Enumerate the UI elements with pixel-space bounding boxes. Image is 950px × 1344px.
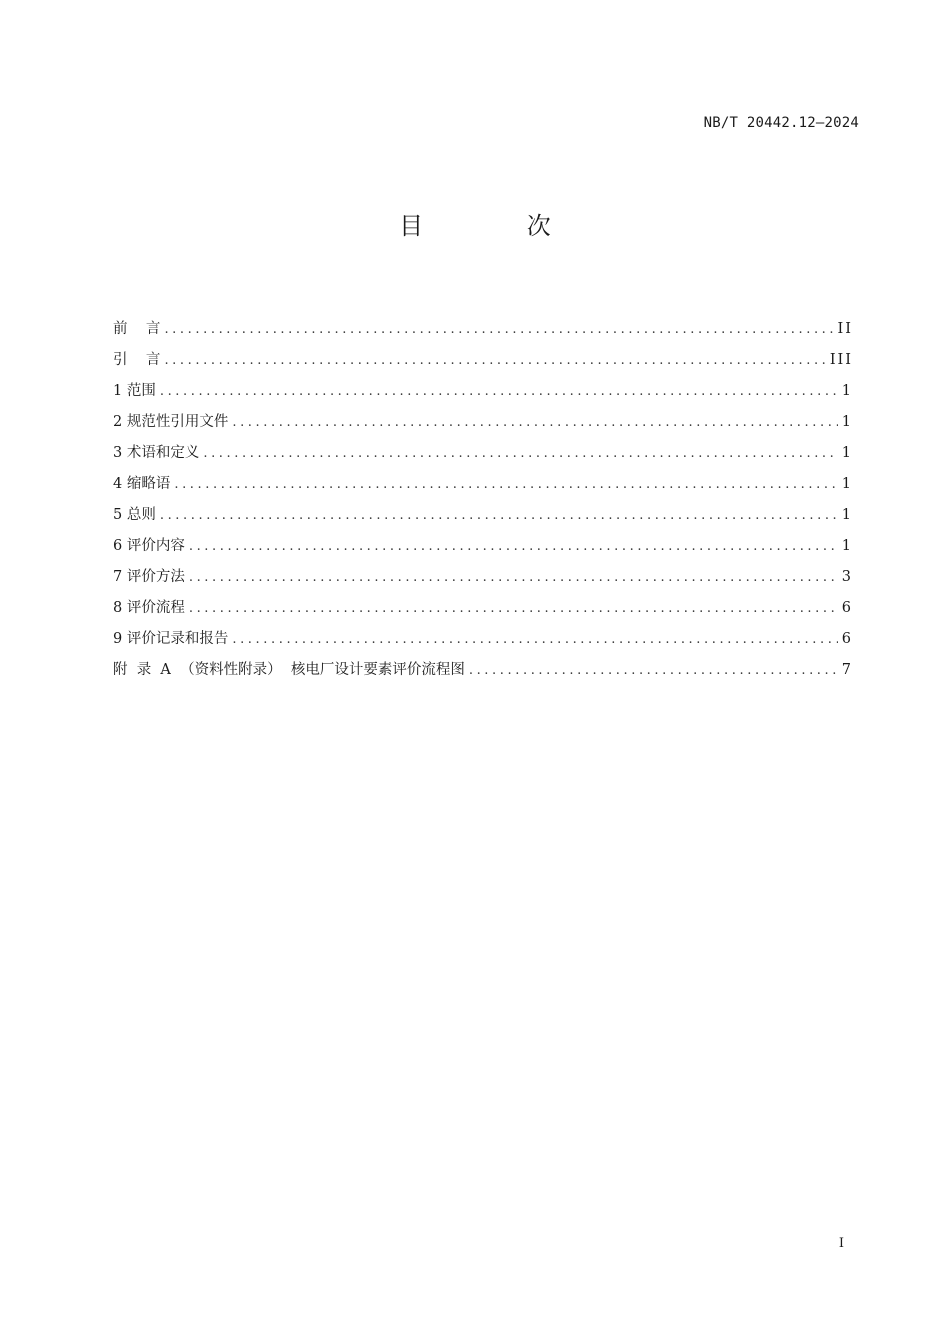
- toc-entry-label: 附 录 A （资料性附录） 核电厂设计要素评价流程图: [113, 662, 465, 678]
- page-title: 目 次: [399, 212, 599, 240]
- toc-leader-dots: [189, 566, 838, 590]
- toc-entry-records-reports[interactable]: [113, 627, 851, 658]
- document-code: NB/T 20442.12—2024: [703, 115, 859, 131]
- toc-entry-label: 9 评价记录和报告: [113, 631, 229, 647]
- toc-leader-dots: [203, 442, 837, 466]
- toc-entry-label: 4 缩略语: [113, 476, 171, 492]
- toc-entry-page: 1: [841, 445, 853, 461]
- toc-entry-general-principles[interactable]: [113, 503, 851, 534]
- toc-entry-page: 1: [841, 507, 853, 523]
- toc-entry-page: 1: [841, 476, 853, 492]
- toc-entry-page: 1: [841, 414, 853, 430]
- toc-entry-label: 引 言: [113, 352, 161, 368]
- toc-entry-label: 8 评价流程: [113, 600, 185, 616]
- toc-entry-evaluation-process[interactable]: [113, 596, 851, 627]
- toc-entry-evaluation-content[interactable]: [113, 534, 851, 565]
- toc-leader-dots: [189, 597, 838, 621]
- toc-leader-dots: [160, 380, 838, 404]
- table-of-contents: [113, 317, 851, 689]
- toc-leader-dots: [160, 504, 838, 528]
- toc-entry-page: 3: [841, 569, 853, 585]
- toc-entry-page: 1: [841, 383, 853, 399]
- toc-entry-scope[interactable]: [113, 379, 851, 410]
- toc-leader-dots: [164, 349, 825, 373]
- toc-entry-label: 3 术语和定义: [113, 445, 200, 461]
- toc-entry-abbreviations[interactable]: [113, 472, 851, 503]
- toc-entry-page: 1: [841, 538, 853, 554]
- toc-entry-page: 7: [841, 662, 853, 678]
- toc-leader-dots: [189, 535, 838, 559]
- toc-leader-dots: [164, 318, 833, 342]
- toc-entry-label: 6 评价内容: [113, 538, 185, 554]
- page-number: I: [838, 1236, 844, 1251]
- toc-entry-foreword[interactable]: [113, 317, 851, 348]
- toc-entry-terms-definitions[interactable]: [113, 441, 851, 472]
- toc-entry-label: 1 范围: [113, 383, 156, 399]
- toc-entry-page: 6: [841, 600, 853, 616]
- toc-entry-page: III: [829, 352, 853, 368]
- toc-entry-label: 7 评价方法: [113, 569, 185, 585]
- toc-entry-introduction[interactable]: [113, 348, 851, 379]
- toc-entry-page: II: [837, 321, 853, 337]
- toc-entry-label: 2 规范性引用文件: [113, 414, 229, 430]
- toc-entry-label: 5 总则: [113, 507, 156, 523]
- toc-entry-normative-references[interactable]: [113, 410, 851, 441]
- toc-leader-dots: [232, 628, 837, 652]
- toc-entry-evaluation-methods[interactable]: [113, 565, 851, 596]
- toc-entry-page: 6: [841, 631, 853, 647]
- toc-leader-dots: [232, 411, 837, 435]
- toc-leader-dots: [174, 473, 837, 497]
- toc-entry-label: 前 言: [113, 321, 161, 337]
- toc-leader-dots: [469, 659, 838, 683]
- toc-entry-appendix-a[interactable]: [113, 658, 851, 689]
